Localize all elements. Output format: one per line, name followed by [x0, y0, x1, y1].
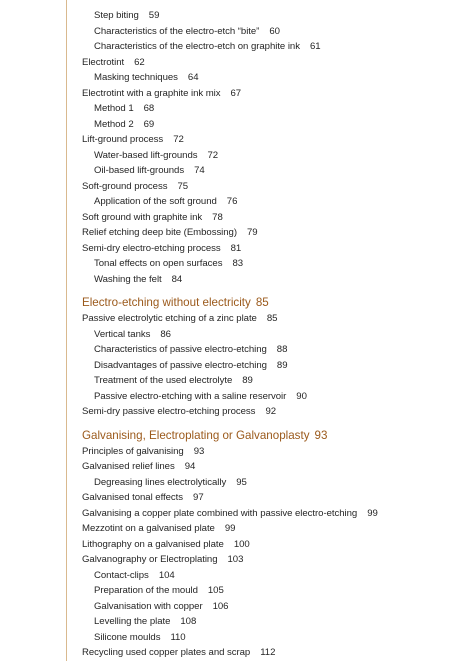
page-number: 60	[269, 25, 280, 37]
margin-rule	[66, 0, 67, 661]
entry-title: Disadvantages of passive electro-etching	[94, 359, 267, 371]
page-number: 84	[171, 273, 183, 285]
entry-title: Contact-clips	[94, 569, 149, 581]
toc-entry	[82, 568, 442, 584]
page-number: 95	[236, 476, 247, 488]
page-number: 89	[242, 375, 253, 386]
entry-title: Characteristics of the electro-etch on graphite ink	[94, 41, 300, 52]
toc-entry	[82, 163, 442, 179]
page-number: 59	[148, 10, 160, 21]
toc-section-heading	[82, 427, 442, 444]
entry-title: Semi-dry electro-etching process	[82, 242, 221, 254]
toc-entry	[82, 537, 442, 553]
entry-title: Galvanography or Electroplating	[82, 554, 218, 565]
page-number: 97	[193, 492, 204, 503]
entry-title: Silicone moulds	[94, 631, 161, 643]
page-number: 81	[230, 242, 242, 254]
section-title: Electro-etching without electricity	[82, 296, 251, 309]
entry-title: Electrotint with a graphite ink mix	[82, 87, 221, 99]
toc-entry	[82, 117, 442, 133]
page-number: 62	[134, 56, 145, 68]
page-number: 103	[227, 554, 244, 565]
table-of-contents	[82, 8, 442, 661]
entry-title: Method 1	[94, 103, 134, 114]
page-number: 67	[230, 87, 242, 99]
page-number: 61	[309, 41, 321, 52]
entry-title: Preparation of the mould	[94, 585, 198, 596]
toc-entry	[82, 327, 442, 343]
entry-title: Galvanised relief lines	[82, 461, 175, 472]
entry-title: Application of the soft ground	[94, 196, 217, 207]
page-number: 68	[143, 103, 155, 114]
toc-entry	[82, 86, 442, 102]
entry-title: Lithography on a galvanised plate	[82, 538, 224, 550]
toc-entry	[82, 256, 442, 272]
toc-section-heading	[82, 294, 442, 311]
toc-entry	[82, 225, 442, 241]
page-number: 92	[265, 406, 277, 417]
toc-entry	[82, 475, 442, 491]
entry-title: Recycling used copper plates and scrap	[82, 647, 251, 658]
entry-title: Soft-ground process	[82, 180, 168, 192]
toc-entry	[82, 24, 442, 40]
toc-entry	[82, 373, 442, 389]
entry-title: Soft ground with graphite ink	[82, 211, 203, 223]
toc-entry	[82, 358, 442, 374]
toc-entry	[82, 490, 442, 506]
entry-title: Passive electrolytic etching of a zinc plate	[82, 313, 257, 324]
page-number: 99	[367, 507, 378, 519]
entry-title: Characteristics of the electro-etch “bite”	[94, 25, 260, 37]
entry-title: Galvanising a copper plate combined with passive electro-etching	[82, 507, 358, 519]
page-number: 106	[212, 600, 229, 612]
page-number: 88	[276, 344, 288, 355]
toc-entry	[82, 55, 442, 71]
toc-entry	[82, 552, 442, 568]
entry-title: Lift-ground process	[82, 134, 164, 145]
toc-entry	[82, 444, 442, 460]
entry-title: Principles of galvanising	[82, 445, 184, 457]
page-number: 72	[207, 149, 219, 161]
page-number: 112	[260, 647, 276, 658]
page-number: 108	[180, 616, 197, 627]
toc-entry	[82, 342, 442, 358]
toc-entry	[82, 404, 442, 420]
page-number: 74	[194, 165, 205, 176]
page-number: 79	[246, 227, 258, 238]
entry-title: Relief etching deep bite (Embossing)	[82, 227, 237, 238]
toc-entry	[82, 101, 442, 117]
entry-title: Levelling the plate	[94, 616, 171, 627]
page-number: 64	[187, 72, 199, 83]
entry-title: Washing the felt	[94, 273, 162, 285]
toc-entry	[82, 599, 442, 615]
entry-title: Galvanisation with copper	[94, 600, 203, 612]
toc-entry	[82, 148, 442, 164]
page-number: 72	[173, 134, 184, 145]
entry-title: Step biting	[94, 10, 139, 21]
page-number: 104	[158, 569, 175, 581]
page-number: 85	[255, 296, 269, 309]
page-number: 94	[184, 461, 196, 472]
toc-entry	[82, 459, 442, 475]
toc-entry	[82, 70, 442, 86]
toc-entry	[82, 8, 442, 24]
page-number: 83	[232, 258, 244, 269]
section-gap	[82, 420, 442, 427]
entry-title: Passive electro-etching with a saline reservoir	[94, 390, 287, 402]
entry-title: Electrotint	[82, 56, 125, 68]
page-number: 85	[266, 313, 278, 324]
page-number: 90	[296, 390, 307, 402]
entry-title: Degreasing lines electrolytically	[94, 476, 227, 488]
page-number: 89	[276, 359, 288, 371]
section-title: Galvanising, Electroplating or Galvanoplasty	[82, 428, 310, 442]
toc-entry	[82, 194, 442, 210]
entry-title: Water-based lift-grounds	[94, 149, 198, 161]
entry-title: Treatment of the used electrolyte	[94, 375, 233, 386]
entry-title: Oil-based lift-grounds	[94, 165, 185, 176]
page-number: 99	[224, 523, 236, 534]
toc-entry	[82, 521, 442, 537]
toc-entry	[82, 583, 442, 599]
page-number: 69	[143, 118, 155, 130]
entry-title: Galvanised tonal effects	[82, 492, 184, 503]
page-number: 93	[193, 445, 205, 457]
page-number: 93	[314, 428, 328, 442]
toc-entry	[82, 179, 442, 195]
entry-title: Masking techniques	[94, 72, 178, 83]
toc-entry	[82, 630, 442, 646]
page-number: 110	[170, 631, 186, 643]
toc-entry	[82, 39, 442, 55]
toc-entry	[82, 132, 442, 148]
toc-entry	[82, 506, 442, 522]
toc-entry	[82, 241, 442, 257]
section-gap	[82, 287, 442, 294]
page-number: 78	[212, 211, 223, 223]
page-number: 76	[226, 196, 238, 207]
entry-title: Vertical tanks	[94, 328, 151, 340]
entry-title: Mezzotint on a galvanised plate	[82, 523, 215, 534]
page-number: 86	[160, 328, 171, 340]
entry-title: Tonal effects on open surfaces	[94, 258, 223, 269]
page-number: 75	[177, 180, 189, 192]
toc-entry	[82, 272, 442, 288]
toc-entry	[82, 614, 442, 630]
entry-title: Characteristics of passive electro-etching	[94, 344, 267, 355]
toc-entry	[82, 311, 442, 327]
toc-entry	[82, 210, 442, 226]
entry-title: Semi-dry passive electro-etching process	[82, 406, 256, 417]
toc-entry	[82, 389, 442, 405]
toc-entry	[82, 645, 442, 661]
page-number: 105	[207, 585, 224, 596]
page-number: 100	[233, 538, 250, 550]
entry-title: Method 2	[94, 118, 134, 130]
